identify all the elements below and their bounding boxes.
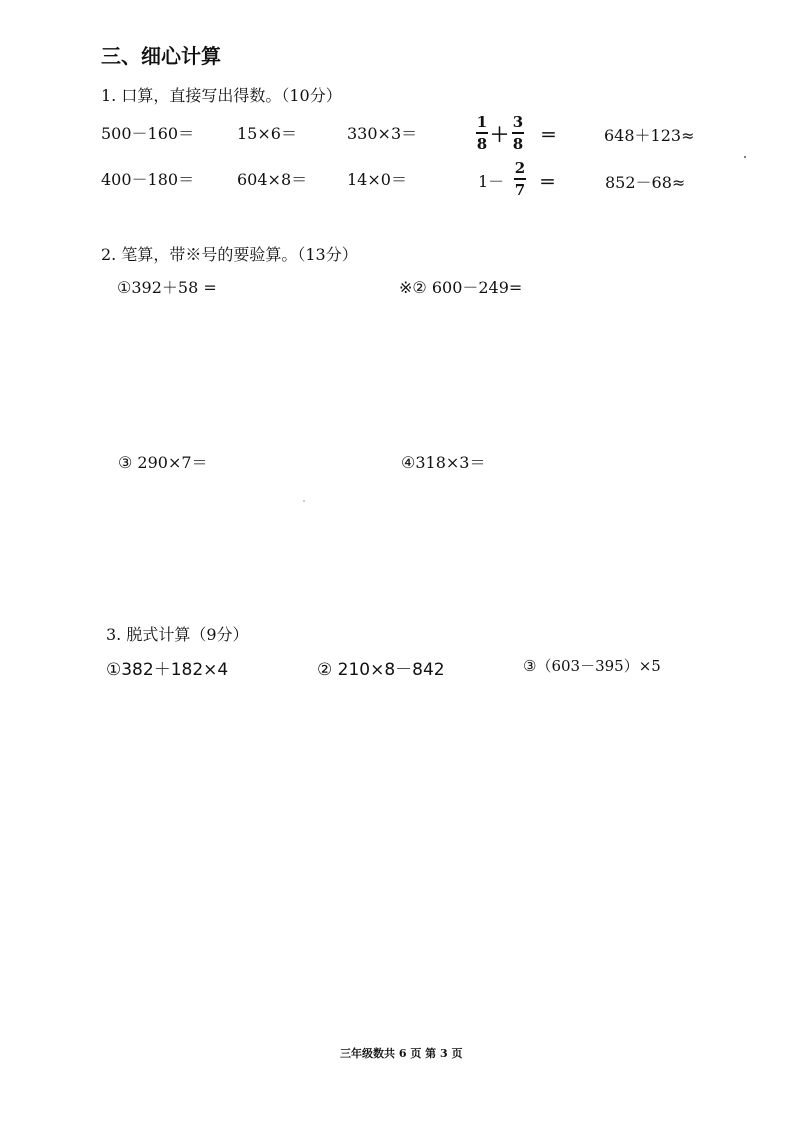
q1-row2-item-4: 852－68≈ [605, 173, 686, 192]
q1-row2-item-1: 400－180＝ [101, 170, 195, 189]
q3-item-1: ①382＋182×4 [106, 660, 229, 680]
fraction-bar [512, 132, 524, 134]
equals-sign: ＝ [539, 173, 556, 193]
fraction-numerator: 1 [476, 113, 488, 131]
fraction-denominator: 8 [476, 135, 488, 153]
fraction-bar [514, 178, 526, 180]
q1-row1-item-3: 330×3＝ [347, 124, 418, 143]
q2-item-4: ④318×3＝ [401, 453, 486, 472]
q2-item-3: ③ 290×7＝ [118, 453, 208, 472]
q1-row1-item-1: 500－160＝ [101, 124, 195, 143]
q1-row2-item-3: 14×0＝ [347, 170, 407, 189]
fraction-numerator: 3 [512, 113, 524, 131]
q1-heading: 1. 口算，直接写出得数。（10分） [101, 86, 342, 105]
equals-sign: ＝ [540, 126, 557, 146]
q3-item-2: ② 210×8－842 [317, 660, 445, 680]
fraction-bar [476, 132, 488, 134]
q1-row1-item-2: 15×6＝ [237, 124, 297, 143]
q2-heading: 2. 笔算，带※号的要验算。（13分） [101, 245, 358, 264]
fraction-1-8 [475, 114, 489, 152]
section-title: 三、细心计算 [101, 44, 221, 68]
q1-row2-item-2: 604×8＝ [237, 170, 308, 189]
page-footer: 三年级数共 6 页 第 3 页 [340, 1047, 463, 1060]
fraction-denominator: 7 [514, 181, 526, 199]
q2-item-2: ※② 600－249= [399, 278, 523, 297]
q1-row1-item-4: 648＋123≈ [604, 126, 695, 145]
one-minus: 1－ [478, 172, 505, 191]
q3-item-3: ③（603－395）×5 [523, 657, 661, 675]
q3-heading: 3. 脱式计算（9分） [106, 625, 249, 644]
q2-item-1: ①392＋58 = [117, 278, 217, 297]
fraction-2-7 [513, 160, 527, 198]
fraction-numerator: 2 [514, 159, 526, 177]
scan-speck [303, 500, 305, 502]
fraction-3-8 [511, 114, 525, 152]
scan-speck [744, 156, 746, 158]
plus-sign: ＋ [490, 124, 510, 146]
fraction-denominator: 8 [512, 135, 524, 153]
